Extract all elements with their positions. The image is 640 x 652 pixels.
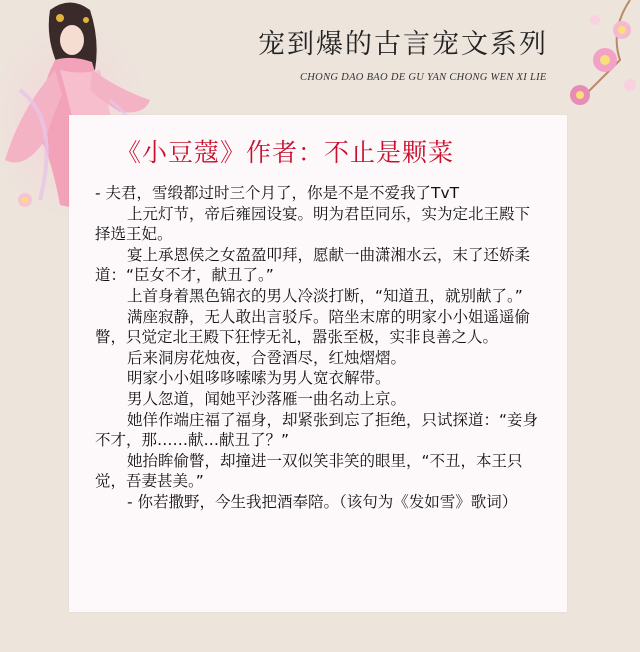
- synopsis-paragraph: 男人忽道，闻她平沙落雁一曲名动上京。: [127, 389, 407, 408]
- synopsis-paragraph: 后来洞房花烛夜，合卺酒尽，红烛熠熠。: [127, 348, 407, 367]
- series-title: 宠到爆的古言宠文系列: [258, 29, 548, 60]
- synopsis-paragraph: 明家小小姐哆哆嗦嗦为男人宽衣解带。: [127, 369, 391, 388]
- flower-ornament: [560, 0, 640, 120]
- book-title: 《小豆蔻》作者：不止是颗菜: [116, 138, 455, 167]
- synopsis-paragraph: 上首身着黑色锦衣的男人冷淡打断，“知道丑，就别献了。”: [127, 286, 523, 305]
- synopsis-paragraph: 她抬眸偷瞥，却撞进一双似笑非笑的眼里，“不丑，本王只觉，吾妻甚美。”: [95, 451, 523, 491]
- synopsis-paragraph: 宴上承恩侯之女盈盈叩拜，愿献一曲潇湘水云，末了还娇柔道：“臣女不才，献丑了。”: [95, 245, 531, 285]
- synopsis-paragraph: 她佯作端庄福了福身，却紧张到忘了拒绝，只试探道：“妾身不才，那……献…献丑了？”: [95, 410, 539, 450]
- synopsis-paragraph: - 夫君，雪缎都过时三个月了，你是不是不爱我了TvT: [95, 184, 460, 202]
- synopsis-paragraph: 满座寂静，无人敢出言驳斥。陪坐末席的明家小小姐遥遥偷瞥，只觉定北王殿下狂悖无礼，嚣张至极，实非良善之人。: [95, 307, 531, 347]
- synopsis-paragraph: 上元灯节，帝后雍园设宴。明为君臣同乐，实为定北王殿下择选王妃。: [95, 204, 531, 244]
- synopsis-text: [95, 183, 541, 513]
- synopsis-paragraph: - 你若撒野，今生我把酒奉陪。（该句为《发如雪》歌词）: [127, 492, 518, 511]
- book-card: [69, 115, 567, 612]
- series-subtitle: CHONG DAO BAO DE GU YAN CHONG WEN XI LIE: [300, 72, 547, 83]
